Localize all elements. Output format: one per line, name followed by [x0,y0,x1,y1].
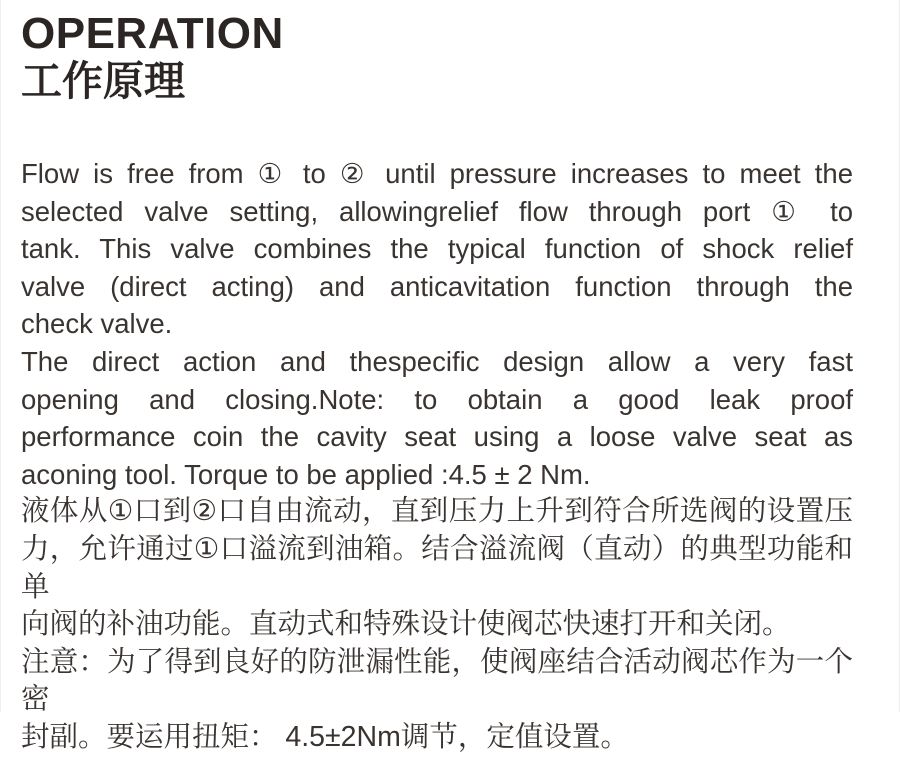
text-line: opening and closing.Note: to obtain a good leak proof [21,383,853,415]
text-line: performance coin the cavity seat using a loose valve seat as [21,421,853,453]
page-title-chinese: 工作原理 [21,57,185,104]
paragraph-en-1 [21,155,853,343]
text-line: aconing tool. Torque to be applied :4.5 ± 2 Nm. [21,458,591,490]
text-line: The direct action and thespecific design allow a very fast [21,345,853,377]
page-title-english: OPERATION [21,9,284,58]
text-line: 液体从①口到②口自由流动，直到压力上升到符合所选阀的设置压 [21,495,853,528]
paragraph-zh-4 [21,644,853,757]
text-line: 向阀的补油功能。直动式和特殊设计使阀芯快速打开和关闭。 [21,608,791,641]
text-line: Flow is free from ① to ② until pressure increases to meet the [21,158,853,189]
text-line: 封副。要运用扭矩： 4.5±2Nm调节，定值设置。 [21,720,629,753]
text-line: valve (direct acting) and anticavitation function through the [21,270,853,302]
text-line: check valve. [21,308,173,340]
text-line: tank. This valve combines the typical function of shock relief [21,233,853,265]
text-line: selected valve setting, allowingrelief flow through port ① to [21,195,853,227]
body-text [21,155,853,757]
text-line: 注意：为了得到良好的防泄漏性能，使阀座结合活动阀芯作为一个密 [21,645,853,716]
paragraph-en-2 [21,343,853,493]
section-header [1,0,899,103]
paragraph-zh-3 [21,493,853,643]
text-line: 力，允许通过①口溢流到油箱。结合溢流阀（直动）的典型功能和单 [21,532,853,603]
